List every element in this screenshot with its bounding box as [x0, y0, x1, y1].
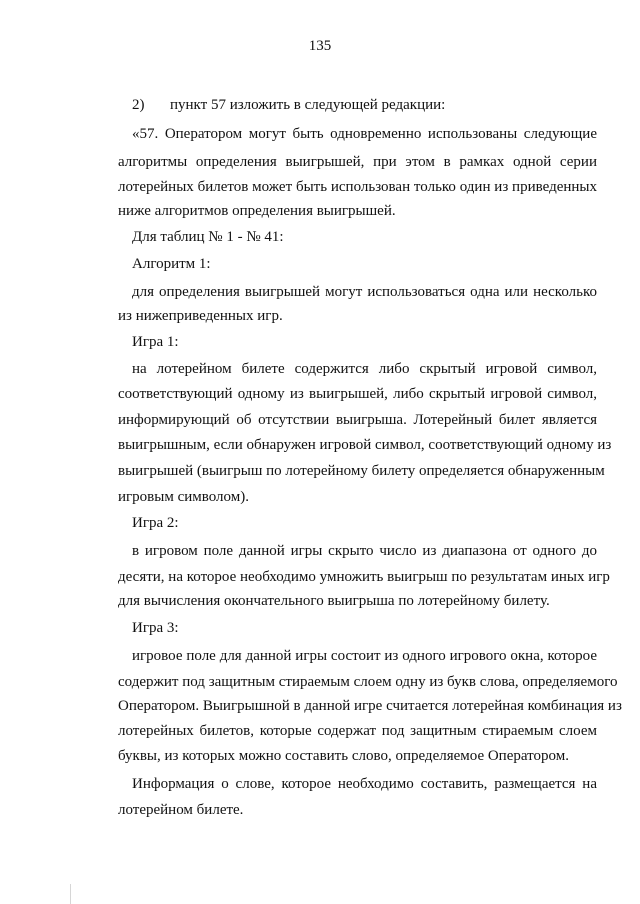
paragraph-line: лотерейных билетов может быть использован только один из приведенных — [118, 179, 597, 195]
paragraph-line: лотерейных билетов, которые содержат под защитным стираемым слоем — [118, 723, 597, 739]
section-heading: Алгоритм 1: — [132, 256, 211, 272]
section-heading: Игра 3: — [132, 620, 179, 636]
paragraph-line: для вычисления окончательного выигрыша по лотерейному билету. — [118, 593, 550, 609]
section-heading: Для таблиц № 1 - № 41: — [132, 229, 284, 245]
paragraph-line: выигрышным, если обнаружен игровой символ, соответствующий одному из — [118, 437, 612, 453]
paragraph-line: ниже алгоритмов определения выигрышей. — [118, 203, 396, 219]
paragraph-line: Оператором. Выигрышной в данной игре считается лотерейная комбинация из — [118, 698, 622, 714]
paragraph-line: в игровом поле данной игры скрыто число из диапазона от одного до — [132, 543, 597, 559]
paragraph-line: десяти, на которое необходимо умножить выигрыш по результатам иных игр — [118, 569, 610, 585]
paragraph-line: соответствующий одному из выигрышей, либо скрытый игровой символ, — [118, 386, 597, 402]
paragraph-line: выигрышей (выигрыш по лотерейному билету определяется обнаруженным — [118, 463, 605, 479]
paragraph-line: «57. Оператором могут быть одновременно использованы следующие — [132, 126, 597, 142]
list-item-text: пункт 57 изложить в следующей редакции: — [170, 97, 446, 113]
paragraph-line: для определения выигрышей могут использоваться одна или несколько — [132, 284, 597, 300]
paragraph-line: содержит под защитным стираемым слоем одну из букв слова, определяемого — [118, 674, 618, 690]
paragraph-line: на лотерейном билете содержится либо скрытый игровой символ, — [132, 361, 597, 377]
paragraph-line: из нижеприведенных игр. — [118, 308, 283, 324]
page-number: 135 — [308, 38, 332, 54]
paragraph-line: Информация о слове, которое необходимо составить, размещается на — [132, 776, 597, 792]
paragraph-line: игровое поле для данной игры состоит из одного игрового окна, которое — [132, 648, 597, 664]
section-heading: Игра 1: — [132, 334, 179, 350]
paragraph-line: алгоритмы определения выигрышей, при этом в рамках одной серии — [118, 154, 597, 170]
scan-artifact — [70, 884, 71, 904]
section-heading: Игра 2: — [132, 515, 179, 531]
paragraph-line: лотерейном билете. — [118, 802, 244, 818]
list-item-number: 2) — [132, 97, 145, 113]
paragraph-line: информирующий об отсутствии выигрыша. Лотерейный билет является — [118, 412, 597, 428]
paragraph-line: игровым символом). — [118, 489, 249, 505]
paragraph-line: буквы, из которых можно составить слово, определяемое Оператором. — [118, 748, 569, 764]
